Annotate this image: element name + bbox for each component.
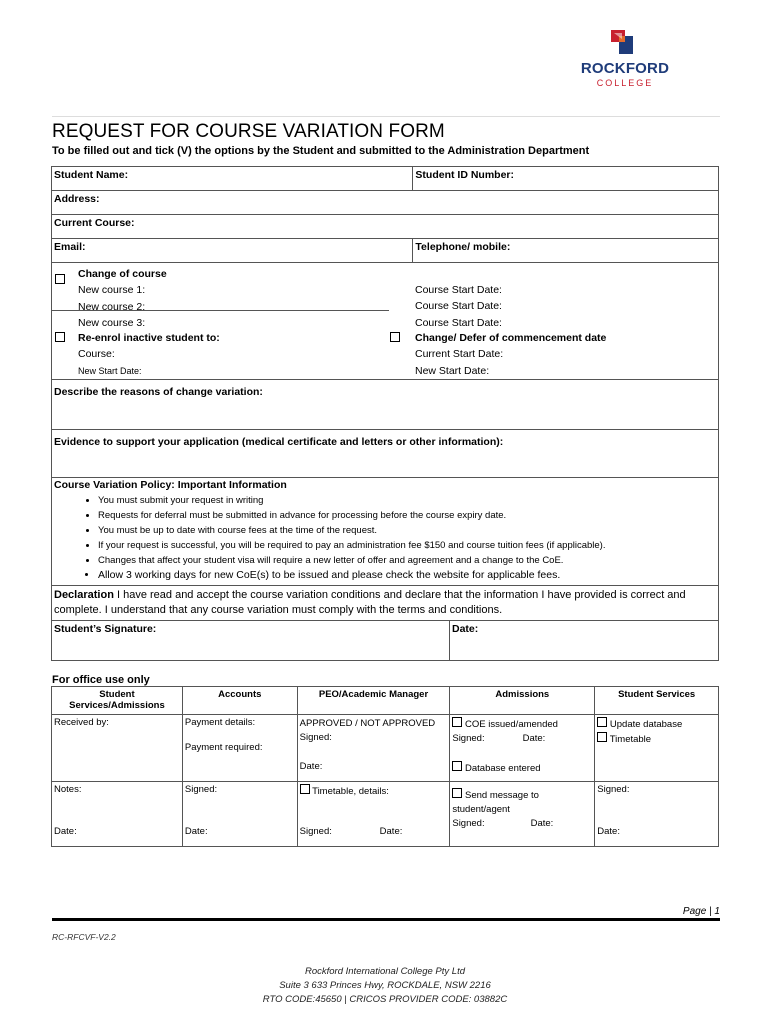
- received-by-cell[interactable]: Received by:: [52, 715, 183, 782]
- signed-label: Signed:: [299, 732, 332, 743]
- coe-label: COE issued/amended: [465, 719, 558, 730]
- approval-cell[interactable]: [297, 715, 450, 782]
- date-label: Date:: [54, 826, 77, 837]
- header-divider: [52, 116, 720, 117]
- update-db-label: Update database: [609, 719, 683, 730]
- list-item: • If your request is successful, you will be required to pay an administration fee $150 and course tuition fees (if applicable).: [98, 538, 716, 553]
- notes-cell[interactable]: [52, 782, 183, 847]
- signed-label: Signed:: [452, 818, 485, 829]
- address-field[interactable]: Address:: [52, 191, 719, 215]
- date-label: Date:: [522, 733, 546, 744]
- declaration-text: I have read and accept the course variation conditions and declare that the information I have provided is correct and complete. I understand that any course variation must comply with the terms and conditions.: [54, 589, 686, 616]
- signature-row: [52, 621, 719, 661]
- list-item: • You must be up to date with course fees at the time of the request.: [98, 523, 716, 538]
- timetable-cell[interactable]: [297, 782, 450, 847]
- date-label: Date:: [184, 826, 208, 837]
- update-db-checkbox[interactable]: [597, 717, 607, 727]
- send-message-checkbox[interactable]: [452, 788, 462, 798]
- logo-sub: COLLEGE: [596, 78, 654, 88]
- send-message-cell[interactable]: [450, 782, 595, 847]
- col-header: Admissions: [450, 687, 595, 715]
- date-label: Date:: [379, 826, 403, 837]
- date-label: Date:: [597, 826, 620, 837]
- signed-label: Signed:: [597, 784, 630, 795]
- signed-label: Signed:: [184, 784, 218, 795]
- services-sign-cell[interactable]: [595, 782, 719, 847]
- student-id-field[interactable]: Student ID Number:: [413, 167, 719, 191]
- signature-date-field[interactable]: Date:: [452, 623, 479, 635]
- email-field[interactable]: Email:: [52, 239, 413, 263]
- timetable-label: Timetable: [609, 734, 652, 745]
- footer-codes: RTO CODE:45650 | CRICOS PROVIDER CODE: 03882C: [262, 994, 508, 1005]
- application-form: [51, 166, 719, 661]
- list-item: • Requests for deferral must be submitted in advance for processing before the course expiry date.: [98, 508, 716, 523]
- reenrol-start-date[interactable]: New Start Date:: [78, 365, 142, 376]
- signed-label: Signed:: [299, 826, 332, 837]
- notes-label: Notes:: [54, 784, 82, 795]
- new-course-1[interactable]: New course 1:: [78, 284, 146, 297]
- date-label: Date:: [530, 818, 554, 829]
- footer-divider: [52, 918, 720, 921]
- policy-section: [52, 478, 719, 586]
- change-course-heading: Change of course: [78, 268, 167, 280]
- divider: [52, 310, 389, 311]
- col-header: Accounts: [182, 687, 297, 715]
- page-number: Page | 1: [682, 906, 720, 917]
- office-use-title: For office use only: [52, 674, 150, 686]
- declaration-label: Declaration: [54, 589, 114, 601]
- payment-cell[interactable]: [182, 715, 297, 782]
- new-course-3[interactable]: New course 3:: [78, 316, 146, 329]
- list-item: • You must submit your request in writing: [98, 493, 716, 508]
- reasons-field[interactable]: Describe the reasons of change variation:: [52, 380, 719, 430]
- reenrol-course[interactable]: Course:: [78, 348, 115, 361]
- approval-status: APPROVED / NOT APPROVED: [299, 718, 436, 729]
- telephone-field[interactable]: Telephone/ mobile:: [413, 239, 719, 263]
- office-use-table: [51, 686, 719, 847]
- version-code: RC-RFCVF-V2.2: [52, 932, 116, 942]
- coe-checkbox[interactable]: [452, 717, 462, 727]
- declaration: [52, 586, 719, 621]
- timetable-details-checkbox[interactable]: [300, 784, 310, 794]
- reenrol-heading: Re-enrol inactive student to:: [78, 332, 220, 344]
- policy-list: [54, 493, 716, 583]
- college-logo: [580, 28, 670, 90]
- admissions-cell[interactable]: [450, 715, 595, 782]
- new-course-2[interactable]: New course 2:: [78, 300, 146, 313]
- col-header: Student Services/Admissions: [52, 687, 183, 715]
- accounts-sign-cell[interactable]: [182, 782, 297, 847]
- divider: [449, 621, 450, 661]
- logo-mark-icon: [609, 28, 635, 56]
- logo-brand: ROCKFORD: [580, 60, 670, 77]
- student-name-field[interactable]: Student Name:: [52, 167, 413, 191]
- db-entered-checkbox[interactable]: [452, 761, 462, 771]
- list-item: • Allow 3 working days for new CoE(s) to be issued and please check the website for applicable fees.: [98, 568, 716, 583]
- policy-heading: Course Variation Policy: Important Information: [54, 479, 287, 491]
- db-entered-label: Database entered: [465, 763, 541, 774]
- change-course-checkbox[interactable]: [55, 274, 65, 284]
- evidence-field[interactable]: Evidence to support your application (medical certificate and letters or other information):: [52, 430, 719, 478]
- page-title: REQUEST FOR COURSE VARIATION FORM: [52, 121, 445, 142]
- payment-required: Payment required:: [184, 742, 263, 753]
- student-signature-field[interactable]: Student’s Signature:: [54, 623, 157, 635]
- options-section: [52, 263, 719, 380]
- payment-details: Payment details:: [184, 717, 256, 728]
- current-course-field[interactable]: Current Course:: [52, 215, 719, 239]
- current-start-date[interactable]: Current Start Date:: [415, 348, 504, 361]
- reenrol-checkbox[interactable]: [55, 332, 65, 342]
- course-start-date-3[interactable]: Course Start Date:: [415, 316, 502, 329]
- defer-heading: Change/ Defer of commencement date: [415, 332, 607, 344]
- defer-checkbox[interactable]: [390, 332, 400, 342]
- col-header: PEO/Academic Manager: [297, 687, 450, 715]
- timetable-details-label: Timetable, details:: [312, 786, 389, 797]
- send-message-label: Send message to student/agent: [452, 790, 539, 815]
- instructions: To be filled out and tick (V) the options by the Student and submitted to the Administration Department: [52, 145, 590, 157]
- course-start-date-2[interactable]: Course Start Date:: [415, 300, 502, 313]
- date-label: Date:: [299, 761, 323, 772]
- footer-company: Rockford International College Pty Ltd: [304, 966, 465, 977]
- new-start-date[interactable]: New Start Date:: [415, 364, 490, 377]
- services-cell[interactable]: [595, 715, 719, 782]
- signed-label: Signed:: [452, 733, 485, 744]
- timetable-checkbox[interactable]: [597, 732, 607, 742]
- course-start-date-1[interactable]: Course Start Date:: [415, 284, 502, 296]
- footer-address: Suite 3 633 Princes Hwy, ROCKDALE, NSW 2216: [279, 980, 491, 991]
- list-item: • Changes that affect your student visa will require a new letter of offer and agreement and a change to the CoE.: [98, 553, 716, 568]
- col-header: Student Services: [595, 687, 719, 715]
